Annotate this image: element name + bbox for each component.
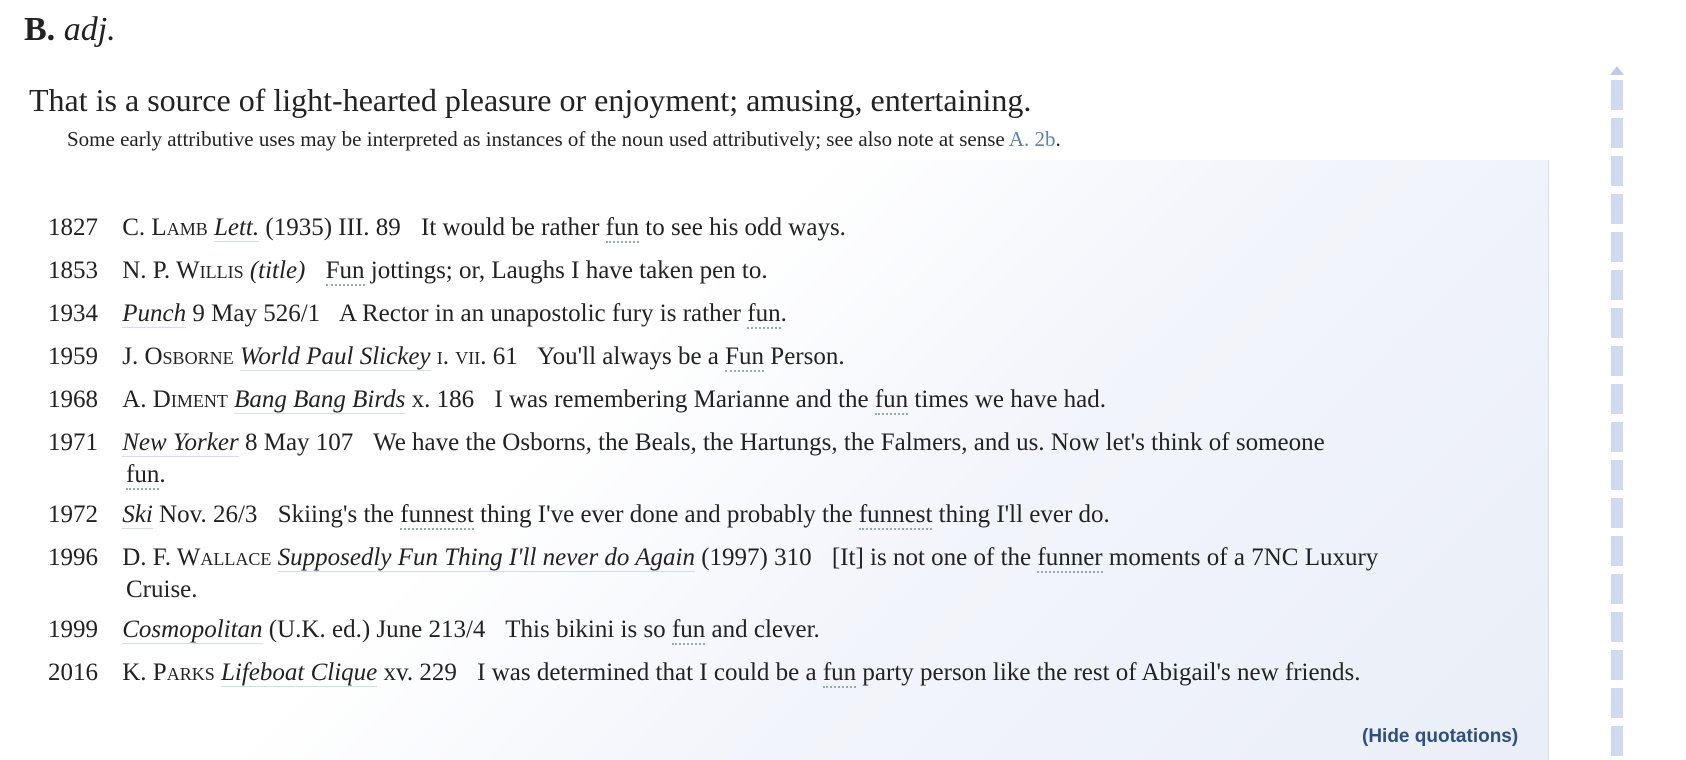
quotation-text-pre: This bikini is so [505, 616, 672, 643]
quotation-ref: 8 May 107 [244, 429, 354, 456]
headword-highlight: fun [126, 461, 160, 488]
scrollbar-track-segment[interactable] [1611, 650, 1623, 680]
quotation-year: 1996 [48, 544, 98, 571]
scrollbar-track-segment[interactable] [1611, 726, 1623, 756]
quotation-row [48, 421, 1548, 493]
quotation-row [48, 335, 1548, 378]
quotation-list [48, 206, 1548, 694]
quotation-title[interactable]: World Paul Slickey [239, 343, 431, 370]
quotation-year: 2016 [48, 659, 98, 686]
quotation-text-pre: [It] is not one of the [831, 544, 1038, 571]
scrollbar-track-segment[interactable] [1611, 384, 1623, 414]
quotation-ref: xv. 229 [383, 659, 457, 686]
quotations-panel [12, 160, 1549, 760]
hide-quotations-link[interactable]: (Hide quotations) [1362, 726, 1519, 747]
quotation-ref: (U.K. ed.) June 213/4 [268, 616, 486, 643]
quotation-row [48, 493, 1548, 536]
quotation-text-pre: It would be rather [421, 214, 606, 241]
quotation-text-post: times we have had. [908, 386, 1107, 413]
quotation-text-post: . [159, 461, 166, 488]
headword-highlight: Fun [725, 343, 765, 370]
headword-highlight: Fun [325, 257, 365, 284]
scrollbar-track-segment[interactable] [1611, 194, 1623, 224]
scrollbar-track-segment[interactable] [1611, 536, 1623, 566]
scrollbar[interactable] [1610, 66, 1624, 760]
quotation-text-pre: We have the Osborns, the Beals, the Hartungs, the Falmers, and us. Now let's think of someone [373, 429, 1325, 456]
quotation-year: 1971 [48, 429, 98, 456]
headword-highlight: fun [747, 300, 781, 327]
headword-highlight: fun [822, 659, 857, 686]
quotation-continuation: Cruise. [126, 576, 198, 603]
quotation-text-post: to see his odd ways. [639, 214, 846, 241]
headword-highlight: fun [874, 386, 909, 413]
scrollbar-track-segment[interactable] [1611, 574, 1623, 604]
quotation-ref: (1997) 310 [701, 544, 812, 571]
scrollbar-track-segment[interactable] [1611, 498, 1623, 528]
usage-note-end: . [1055, 127, 1061, 151]
quotation-ref: 9 May 526/1 [192, 300, 321, 327]
quotation-text-pre: A Rector in an unapostolic fury is rather [339, 300, 748, 327]
quotation-title[interactable]: Supposedly Fun Thing I'll never do Again [277, 544, 695, 571]
definition-text: That is a source of light-hearted pleasure or enjoyment; amusing, entertaining. [29, 82, 1032, 118]
quotation-row [48, 608, 1548, 651]
quotation-text-pre: Skiing's the [277, 501, 401, 528]
quotation-ref: (1935) III. 89 [265, 214, 401, 241]
quotation-author[interactable]: D. F. Wallace [122, 544, 272, 571]
quotation-title[interactable]: New Yorker [122, 429, 239, 456]
quotation-text-pre: I was determined that I could be a [477, 659, 823, 686]
quotation-year: 1999 [48, 616, 98, 643]
quotation-title: (title) [249, 257, 306, 284]
scrollbar-track-segment[interactable] [1611, 308, 1623, 338]
quotation-ref: x. 186 [411, 386, 475, 413]
quotation-text-mid: thing I've ever done and probably the [473, 501, 859, 528]
quotation-text-pre: You'll always be a [537, 343, 726, 370]
scrollbar-track-segment[interactable] [1611, 270, 1623, 300]
scrollbar-track-segment[interactable] [1611, 156, 1623, 186]
quotation-year: 1853 [48, 257, 98, 284]
quotation-row [48, 651, 1548, 694]
quotation-title[interactable]: Bang Bang Birds [234, 386, 406, 413]
sense-letter: B. [24, 11, 56, 48]
quotation-title[interactable]: Ski [122, 501, 153, 528]
quotation-year: 1827 [48, 214, 98, 241]
quotation-author[interactable]: C. Lamb [122, 214, 208, 241]
scroll-up-arrow-icon[interactable] [1610, 66, 1624, 75]
sense-link[interactable]: A. 2b [1008, 127, 1056, 151]
quotation-text-post: moments of a 7NC Luxury [1102, 544, 1379, 571]
quotation-text-pre: I was remembering Marianne and the [494, 386, 875, 413]
quotation-row [48, 378, 1548, 421]
quotation-title[interactable]: Lett. [213, 214, 260, 241]
quotation-row [48, 536, 1548, 608]
quotation-row [48, 292, 1548, 335]
scrollbar-track-segment[interactable] [1611, 688, 1623, 718]
quotation-title[interactable]: Lifeboat Clique [220, 659, 378, 686]
headword-highlight: fun [605, 214, 639, 241]
quotation-year: 1968 [48, 386, 98, 413]
headword-highlight: fun [671, 616, 706, 643]
quotation-title[interactable]: Cosmopolitan [122, 616, 263, 643]
quotation-text-post: Person. [764, 343, 845, 370]
usage-note [67, 124, 1061, 154]
scrollbar-track-segment[interactable] [1611, 80, 1623, 110]
scrollbar-track-segment[interactable] [1611, 232, 1623, 262]
scrollbar-track-segment[interactable] [1611, 460, 1623, 490]
headword-highlight: funner [1037, 544, 1103, 571]
quotation-ref: i. vii. 61 [436, 343, 518, 370]
scrollbar-track-segment[interactable] [1611, 612, 1623, 642]
quotation-text-post: . [780, 300, 787, 327]
entry-heading [24, 8, 116, 52]
quotation-author[interactable]: J. Osborne [122, 343, 234, 370]
quotation-row [48, 206, 1548, 249]
quotation-title[interactable]: Punch [122, 300, 187, 327]
quotation-author[interactable]: N. P. Willis [122, 257, 244, 284]
quotation-ref: Nov. 26/3 [159, 501, 258, 528]
usage-note-text: Some early attributive uses may be interpreted as instances of the noun used attributively; see also note at sense [67, 127, 1005, 151]
quotation-continuation [48, 457, 1548, 493]
scrollbar-track-segment[interactable] [1611, 422, 1623, 452]
quotation-year: 1972 [48, 501, 98, 528]
quotation-text-post: party person like the rest of Abigail's new friends. [856, 659, 1361, 686]
scrollbar-track-segment[interactable] [1611, 346, 1623, 376]
part-of-speech: adj. [63, 11, 116, 48]
headword-highlight: funnest [858, 501, 933, 528]
quotation-year: 1959 [48, 343, 98, 370]
quotation-text-post: and clever. [705, 616, 820, 643]
scrollbar-track-segment[interactable] [1611, 118, 1623, 148]
quotation-text-post: thing I'll ever do. [932, 501, 1110, 528]
quotation-text-post: jottings; or, Laughs I have taken pen to. [364, 257, 768, 284]
quotation-author[interactable]: A. Diment [122, 386, 228, 413]
quotation-author[interactable]: K. Parks [122, 659, 215, 686]
quotation-row [48, 249, 1548, 292]
headword-highlight: funnest [400, 501, 474, 528]
quotation-year: 1934 [48, 300, 98, 327]
